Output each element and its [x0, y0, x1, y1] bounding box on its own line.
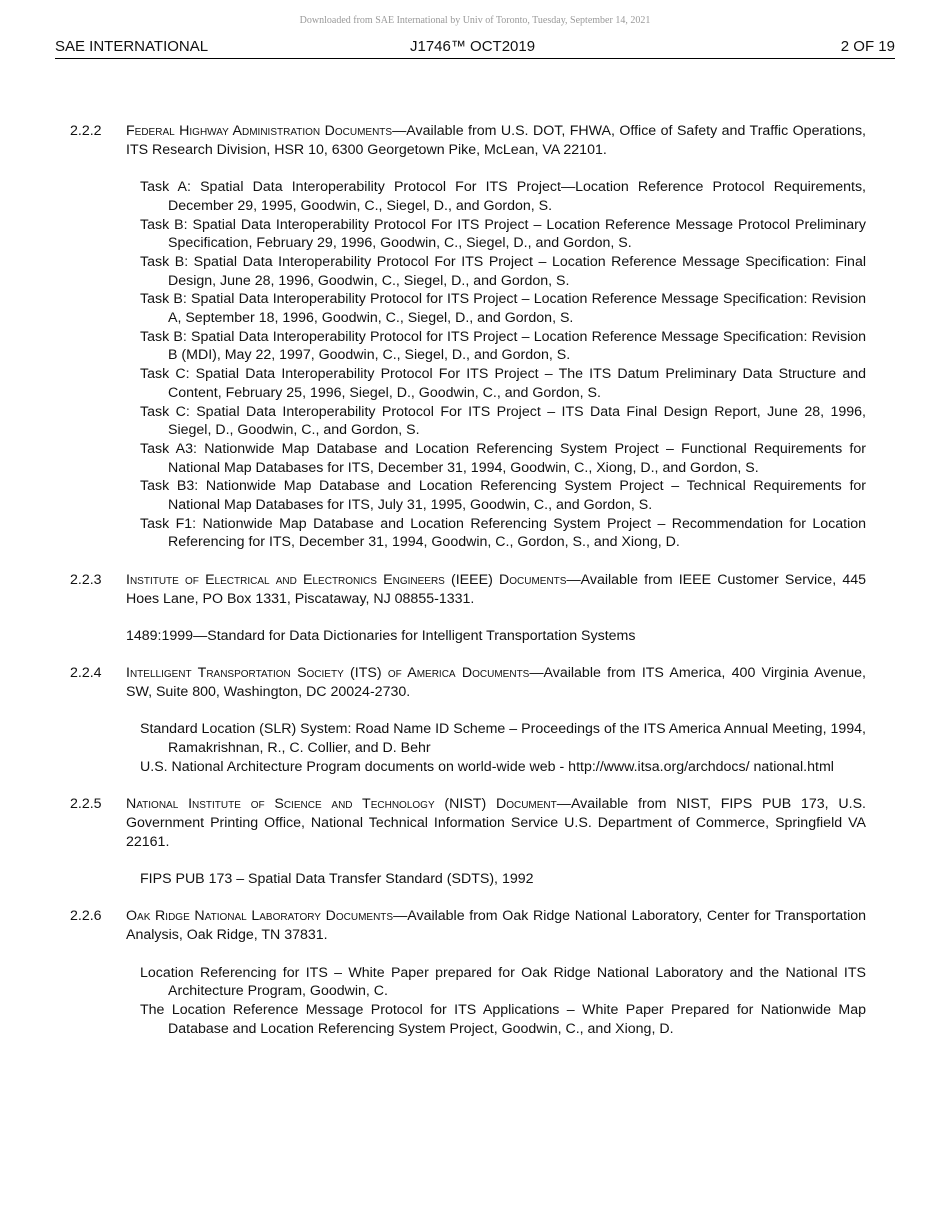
section-intro: [126, 571, 866, 608]
reference-item: Task A3: Nationwide Map Database and Location Referencing System Project – Functional Requirements for National Map Databases for ITS, December 31, 1994, Goodwin, C., Xiong, D., and Gordon, S.: [140, 440, 866, 476]
reference-item: Task A: Spatial Data Interoperability Protocol For ITS Project—Location Reference Protocol Requirements, December 29, 1995, Goodwin, C., Siegel, D., and Gordon, S.: [140, 179, 866, 214]
section-availability: —Available from IEEE Customer Service, 445 Hoes Lane, PO Box 1331, Piscataway, NJ 08855-1331.: [126, 571, 866, 607]
section-2-2-6: [70, 907, 866, 1038]
reference-list: [126, 964, 866, 1039]
section-availability: —Available from U.S. DOT, FHWA, Office of Safety and Traffic Operations, ITS Research Division, HSR 10, 6300 Georgetown Pike, McLean, VA 22101.: [126, 123, 866, 158]
document-body: [70, 122, 866, 1057]
section-2-2-2: [70, 122, 866, 552]
header-page-number: 2 OF 19: [840, 38, 895, 55]
section-title: Institute of Electrical and Electronics Engineers (IEEE) Documents: [126, 571, 567, 588]
section-number: 2.2.5: [70, 796, 102, 813]
section-2-2-4: [70, 664, 866, 776]
reference-list: [126, 870, 866, 889]
reference-item: Task C: Spatial Data Interoperability Protocol For ITS Project – ITS Data Final Design Report, June 28, 1996, Siegel, D., Goodwin, C., and Gordon, S.: [140, 403, 866, 439]
reference-item: FIPS PUB 173 – Spatial Data Transfer Standard (SDTS), 1992: [140, 871, 534, 888]
section-intro: [126, 664, 866, 701]
section-intro: [126, 907, 866, 944]
header-publisher: SAE INTERNATIONAL: [55, 38, 209, 55]
reference-item: 1489:1999—Standard for Data Dictionaries for Intelligent Transportation Systems: [126, 627, 636, 644]
reference-item: Task C: Spatial Data Interoperability Protocol For ITS Project – The ITS Datum Preliminary Data Structure and Content, February 25, 1996, Siegel, D., Goodwin, C., and Gordon, S.: [140, 366, 866, 401]
section-availability: —Available from Oak Ridge National Laboratory, Center for Transportation Analysis, Oak Ridge, TN 37831.: [126, 908, 866, 944]
section-availability: —Available from ITS America, 400 Virginia Avenue, SW, Suite 800, Washington, DC 20024-2730.: [126, 665, 866, 701]
section-availability: —Available from NIST, FIPS PUB 173, U.S. Government Printing Office, National Technical Information Service U.S. Department of Commerce, Springfield VA 22161.: [126, 796, 866, 850]
reference-item: Task B: Spatial Data Interoperability Protocol for ITS Project – Location Reference Message Specification: Revision A, September 18, 1996, Goodwin, C., Siegel, D., and Gordon, S.: [140, 291, 866, 327]
reference-list: [126, 178, 866, 552]
header-document-id: J1746™ OCT2019: [410, 38, 536, 55]
reference-item: Task F1: Nationwide Map Database and Location Referencing System Project – Recommendation for Location Referencing for ITS, December 31, 1994, Goodwin, C., Gordon, S., and Xiong, D.: [140, 515, 866, 551]
section-number: 2.2.3: [70, 571, 102, 588]
reference-item: Standard Location (SLR) System: Road Name ID Scheme – Proceedings of the ITS America Annual Meeting, 1994, Ramakrishnan, R., C. Collier, and D. Behr: [140, 721, 866, 757]
section-title: Intelligent Transportation Society (ITS) of America Documents: [126, 665, 530, 682]
reference-item: Task B3: Nationwide Map Database and Location Referencing System Project – Technical Requirements for National Map Databases for ITS, July 31, 1995, Goodwin, C., and Gordon, S.: [140, 478, 866, 514]
reference-item: Task B: Spatial Data Interoperability Protocol For ITS Project – Location Reference Message Protocol Preliminary Specification, February 29, 1996, Goodwin, C., Siegel, D., and Gordon, S.: [140, 216, 866, 252]
section-number: 2.2.2: [70, 123, 102, 139]
reference-item: The Location Reference Message Protocol for ITS Applications – White Paper Prepared for Nationwide Map Database and Location Referencing System Project, Goodwin, C., and Xiong, D.: [140, 1001, 866, 1037]
section-title: Federal Highway Administration Documents: [126, 123, 393, 139]
reference-item: Location Referencing for ITS – White Paper prepared for Oak Ridge National Laboratory and the National ITS Architecture Program, Goodwin, C.: [140, 964, 866, 1000]
reference-item: Task B: Spatial Data Interoperability Protocol For ITS Project – Location Reference Message Specification: Final Design, June 28, 1996, Goodwin, C., Siegel, D., and Gordon, S.: [140, 253, 866, 289]
section-intro: [126, 795, 866, 851]
section-2-2-5: [70, 795, 866, 889]
download-watermark: Downloaded from SAE International by Univ of Toronto, Tuesday, September 14, 2021: [299, 15, 651, 26]
section-number: 2.2.4: [70, 665, 102, 682]
reference-item: Task B: Spatial Data Interoperability Protocol for ITS Project – Location Reference Message Specification: Revision B (MDI), May 22, 1997, Goodwin, C., Siegel, D., and Gordon, S.: [140, 328, 866, 364]
section-title: Oak Ridge National Laboratory Documents: [126, 908, 394, 925]
section-title: National Institute of Science and Technology (NIST) Document: [126, 796, 557, 813]
reference-list: [126, 720, 866, 776]
section-number: 2.2.6: [70, 908, 102, 925]
section-2-2-3: [70, 571, 866, 646]
reference-item: U.S. National Architecture Program documents on world-wide web - http://www.itsa.org/archdocs/ national.html: [140, 758, 834, 775]
running-header: [55, 38, 895, 59]
section-intro: [126, 122, 866, 159]
